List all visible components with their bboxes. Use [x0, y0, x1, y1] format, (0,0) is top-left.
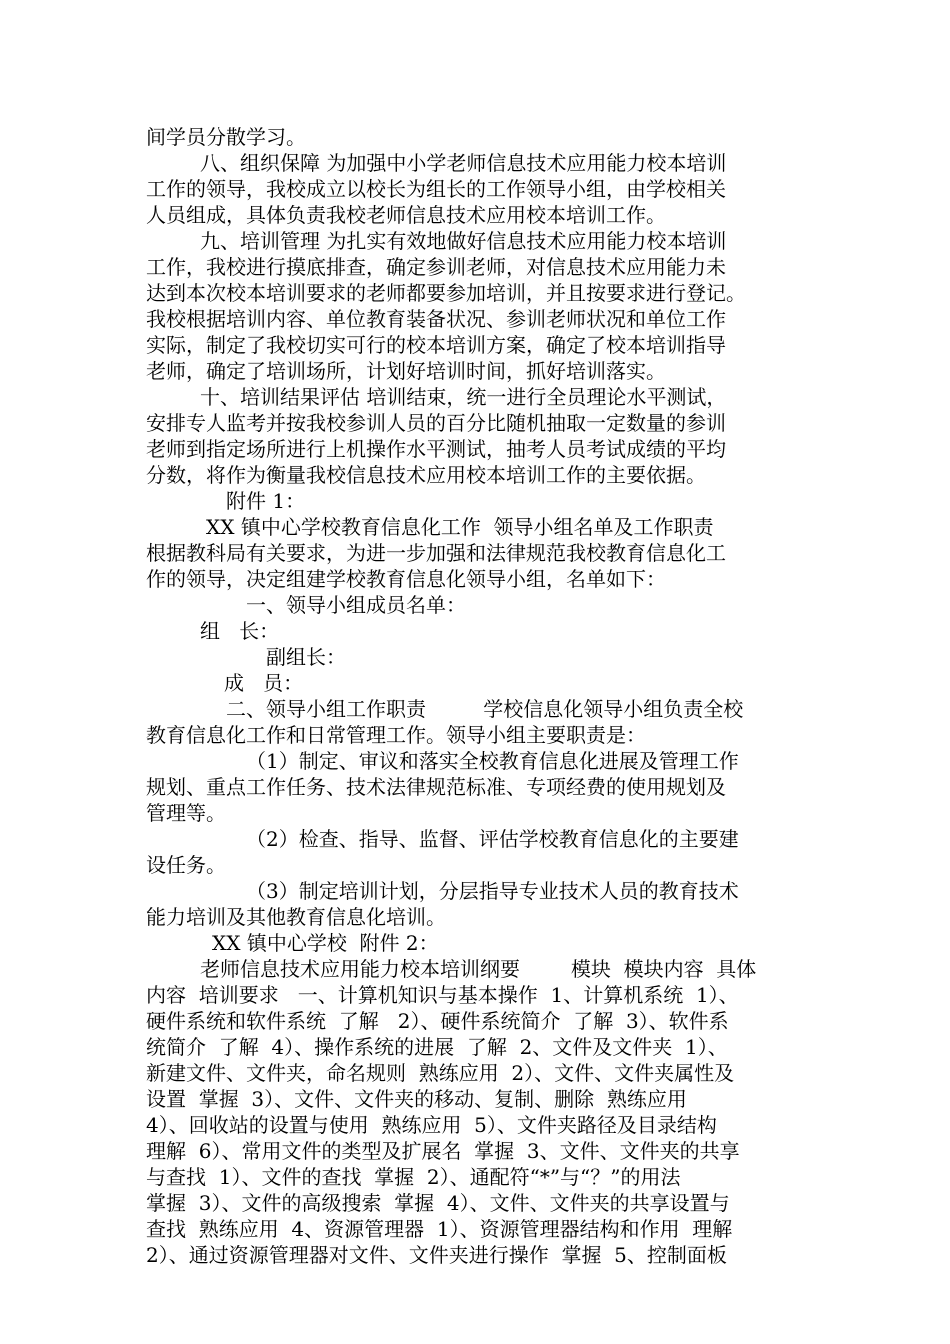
text-line: 工作，我校进行摸底排查，确定参训老师，对信息技术应用能力未 [146, 255, 726, 279]
text-line: 规划、重点工作任务、技术法律规范标准、专项经费的使用规划及 [146, 775, 726, 799]
text-line: 能力培训及其他教育信息化培训。 [146, 905, 446, 929]
text-line: 老师到指定场所进行上机操作水平测试，抽考人员考试成绩的平均 [146, 437, 726, 461]
section-title: XX 镇中心学校教育信息化工作 领导小组名单及工作职责 [206, 515, 714, 539]
text-line: 硬件系统和软件系统 了解 2）、硬件系统简介 了解 3）、软件系 [146, 1009, 729, 1033]
text-line: （1）制定、审议和落实全校教育信息化进展及管理工作 [246, 749, 739, 773]
attachment-label: 附件 1： [226, 489, 306, 513]
text-line: 设置 掌握 3）、文件、文件夹的移动、复制、删除 熟练应用 [146, 1087, 687, 1111]
text-line: 查找 熟练应用 4、资源管理器 1）、资源管理器结构和作用 理解 [146, 1217, 733, 1241]
text-line: 与查找 1）、文件的查找 掌握 2）、通配符“*”与“？”的用法 [146, 1165, 681, 1189]
text-line: 作的领导，决定组建学校教育信息化领导小组，名单如下： [146, 567, 666, 591]
text-line: 2）、通过资源管理器对文件、文件夹进行操作 掌握 5、控制面板 [146, 1243, 727, 1267]
text-line: 安排专人监考并按我校参训人员的百分比随机抽取一定数量的参训 [146, 411, 726, 435]
text-line: 4）、回收站的设置与使用 熟练应用 5）、文件夹路径及目录结构 [146, 1113, 717, 1137]
text-line: 十、培训结果评估 培训结束，统一进行全员理论水平测试， [200, 385, 727, 409]
text-line: （3）制定培训计划，分层指导专业技术人员的教育技术 [246, 879, 739, 903]
text-line: 老师信息技术应用能力校本培训纲要 模块 模块内容 具体 [200, 957, 757, 981]
text-line: 教育信息化工作和日常管理工作。领导小组主要职责是： [146, 723, 646, 747]
attachment-label: XX 镇中心学校 附件 2： [212, 931, 439, 955]
text-line: 间学员分散学习。 [146, 125, 306, 149]
text-line: 统简介 了解 4）、操作系统的进展 了解 2、文件及文件夹 1）、 [146, 1035, 728, 1059]
text-line: 内容 培训要求 一、计算机知识与基本操作 1、计算机系统 1）、 [146, 983, 739, 1007]
text-line: 管理等。 [146, 801, 226, 825]
text-line: 掌握 3）、文件的高级搜索 掌握 4）、文件、文件夹的共享设置与 [146, 1191, 730, 1215]
text-line: 九、培训管理 为扎实有效地做好信息技术应用能力校本培训 [200, 229, 727, 253]
text-line: 一、领导小组成员名单： [246, 593, 466, 617]
text-line: 达到本次校本培训要求的老师都要参加培训，并且按要求进行登记。 [146, 281, 746, 305]
text-line: 成 员： [224, 671, 304, 695]
text-line: 我校根据培训内容、单位教育装备状况、参训老师状况和单位工作 [146, 307, 726, 331]
text-line: 实际，制定了我校切实可行的校本培训方案，确定了校本培训指导 [146, 333, 726, 357]
text-line: 理解 6）、常用文件的类型及扩展名 掌握 3、文件、文件夹的共享 [146, 1139, 740, 1163]
text-line: 分数，将作为衡量我校信息技术应用校本培训工作的主要依据。 [146, 463, 706, 487]
text-line: 副组长： [266, 645, 346, 669]
text-line: 人员组成，具体负责我校老师信息技术应用校本培训工作。 [146, 203, 666, 227]
text-line: （2）检查、指导、监督、评估学校教育信息化的主要建 [246, 827, 739, 851]
text-line: 八、组织保障 为加强中小学老师信息技术应用能力校本培训 [200, 151, 727, 175]
text-line: 老师，确定了培训场所，计划好培训时间，抓好培训落实。 [146, 359, 666, 383]
text-line: 根据教科局有关要求，为进一步加强和法律规范我校教育信息化工 [146, 541, 726, 565]
text-line: 工作的领导，我校成立以校长为组长的工作领导小组，由学校相关 [146, 177, 726, 201]
text-line: 新建文件、文件夹，命名规则 熟练应用 2）、文件、文件夹属性及 [146, 1061, 735, 1085]
text-line: 二、领导小组工作职责 学校信息化领导小组负责全校 [226, 697, 744, 721]
text-line: 组 长： [200, 619, 280, 643]
text-line: 设任务。 [146, 853, 226, 877]
